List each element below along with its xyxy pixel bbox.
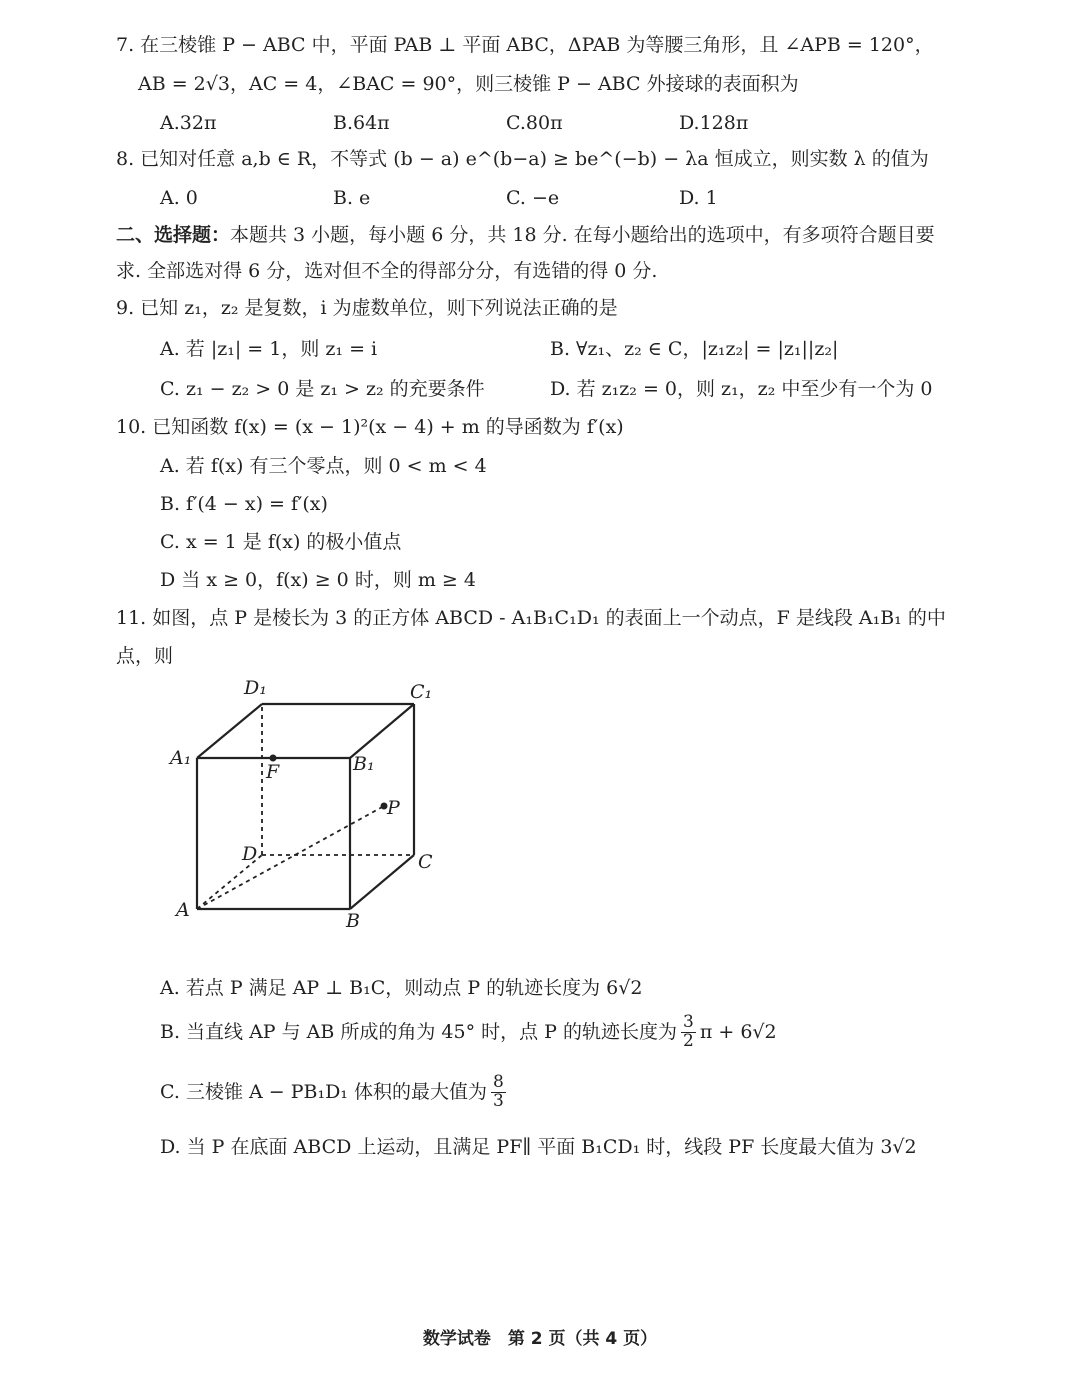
label-d1: D₁ <box>244 677 267 699</box>
q11-option-a: A. 若点 P 满足 AP ⊥ B₁C，则动点 P 的轨迹长度为 6√2 <box>160 977 643 999</box>
q8-line1: 8. 已知对任意 a,b ∈ R，不等式 (b − a) e^(b−a) ≥ be^(−b) − λa 恒成立，则实数 λ 的值为 <box>116 148 929 170</box>
label-b1: B₁ <box>353 753 375 775</box>
label-d: D <box>242 843 258 865</box>
q9-option-d: D. 若 z₁z₂ = 0，则 z₁，z₂ 中至少有一个为 0 <box>550 378 933 400</box>
q8-option-d: D. 1 <box>679 187 718 209</box>
q10-option-d: D 当 x ≥ 0，f(x) ≥ 0 时，则 m ≥ 4 <box>160 569 476 591</box>
q11-option-c-text: C. 三棱锥 A − PB₁D₁ 体积的最大值为 <box>160 1080 487 1103</box>
q11-option-b-fraction <box>681 1014 696 1051</box>
q11-option-c <box>160 1074 510 1111</box>
q7-option-b: B.64π <box>333 112 390 134</box>
q8-option-a: A. 0 <box>160 187 198 209</box>
q11-option-b-tail: π + 6√2 <box>699 1020 777 1043</box>
q10-option-a: A. 若 f(x) 有三个零点，则 0 < m < 4 <box>160 455 487 477</box>
q11-option-b-numerator: 3 <box>683 1012 694 1032</box>
label-a: A <box>176 899 190 921</box>
q7-line2: AB = 2√3，AC = 4，∠BAC = 90°，则三棱锥 P − ABC 外接球的表面积为 <box>138 73 799 95</box>
q7-option-c: C.80π <box>506 112 563 134</box>
q8-options <box>160 187 920 209</box>
q11-line1: 11. 如图，点 P 是棱长为 3 的正方体 ABCD - A₁B₁C₁D₁ 的表面上一个动点，F 是线段 A₁B₁ 的中 <box>116 607 946 629</box>
section2-line1 <box>116 224 935 247</box>
q11-option-d: D. 当 P 在底面 ABCD 上运动，且满足 PF∥ 平面 B₁CD₁ 时，线段 PF 长度最大值为 3√2 <box>160 1136 917 1158</box>
q11-line2: 点，则 <box>116 645 174 667</box>
section2-instructions-1: 本题共 3 小题，每小题 6 分，共 18 分. 在每小题给出的选项中，有多项符合题目要 <box>230 224 935 246</box>
cube-figure <box>160 672 460 942</box>
q10-stem: 10. 已知函数 f(x) = (x − 1)²(x − 4) + m 的导函数为 f′(x) <box>116 416 624 438</box>
q8-option-b: B. e <box>333 187 371 209</box>
label-c1: C₁ <box>410 681 433 703</box>
label-c: C <box>418 851 433 873</box>
label-f: F <box>266 761 280 783</box>
segment-a-p <box>197 806 384 909</box>
q11-option-c-numerator: 8 <box>492 1072 504 1092</box>
q11-option-b-denominator: 2 <box>683 1030 694 1051</box>
q11-option-b <box>160 1014 777 1051</box>
q8-option-c: C. −e <box>506 187 560 209</box>
q11-option-b-text: B. 当直线 AP 与 AB 所成的角为 45° 时，点 P 的轨迹长度为 <box>160 1020 678 1043</box>
label-a1: A₁ <box>170 747 192 769</box>
section2-heading: 二、选择题： <box>116 224 231 246</box>
q7-line1: 7. 在三棱锥 P − ABC 中，平面 PAB ⊥ 平面 ABC，ΔPAB 为等腰三角形，且 ∠APB = 120°， <box>116 34 934 56</box>
q11-option-c-fraction <box>491 1074 506 1111</box>
edge-b-c <box>350 855 414 909</box>
q9-option-a: A. 若 |z₁| = 1，则 z₁ = i <box>160 338 378 360</box>
page-footer: 数学试卷 第 2 页（共 4 页） <box>422 1329 658 1349</box>
edge-b1-c1 <box>350 704 414 758</box>
q9-option-b: B. ∀z₁、z₂ ∈ C，|z₁z₂| = |z₁||z₂| <box>550 338 839 360</box>
q7-options <box>160 112 920 134</box>
q10-option-c: C. x = 1 是 f(x) 的极小值点 <box>160 531 402 553</box>
label-b: B <box>346 910 360 932</box>
q9-option-c: C. z₁ − z₂ > 0 是 z₁ > z₂ 的充要条件 <box>160 378 485 400</box>
edge-d1-a1 <box>197 704 262 758</box>
q7-option-a: A.32π <box>160 112 217 134</box>
q7-option-d: D.128π <box>679 112 749 134</box>
q11-option-c-denominator: 3 <box>492 1090 504 1111</box>
q10-option-b: B. f′(4 − x) = f′(x) <box>160 493 328 515</box>
label-p: P <box>387 797 400 819</box>
section2-instructions-2: 求. 全部选对得 6 分，选对但不全的得部分分，有选错的得 0 分. <box>116 260 658 282</box>
q9-stem: 9. 已知 z₁，z₂ 是复数，i 为虚数单位，则下列说法正确的是 <box>116 297 618 319</box>
